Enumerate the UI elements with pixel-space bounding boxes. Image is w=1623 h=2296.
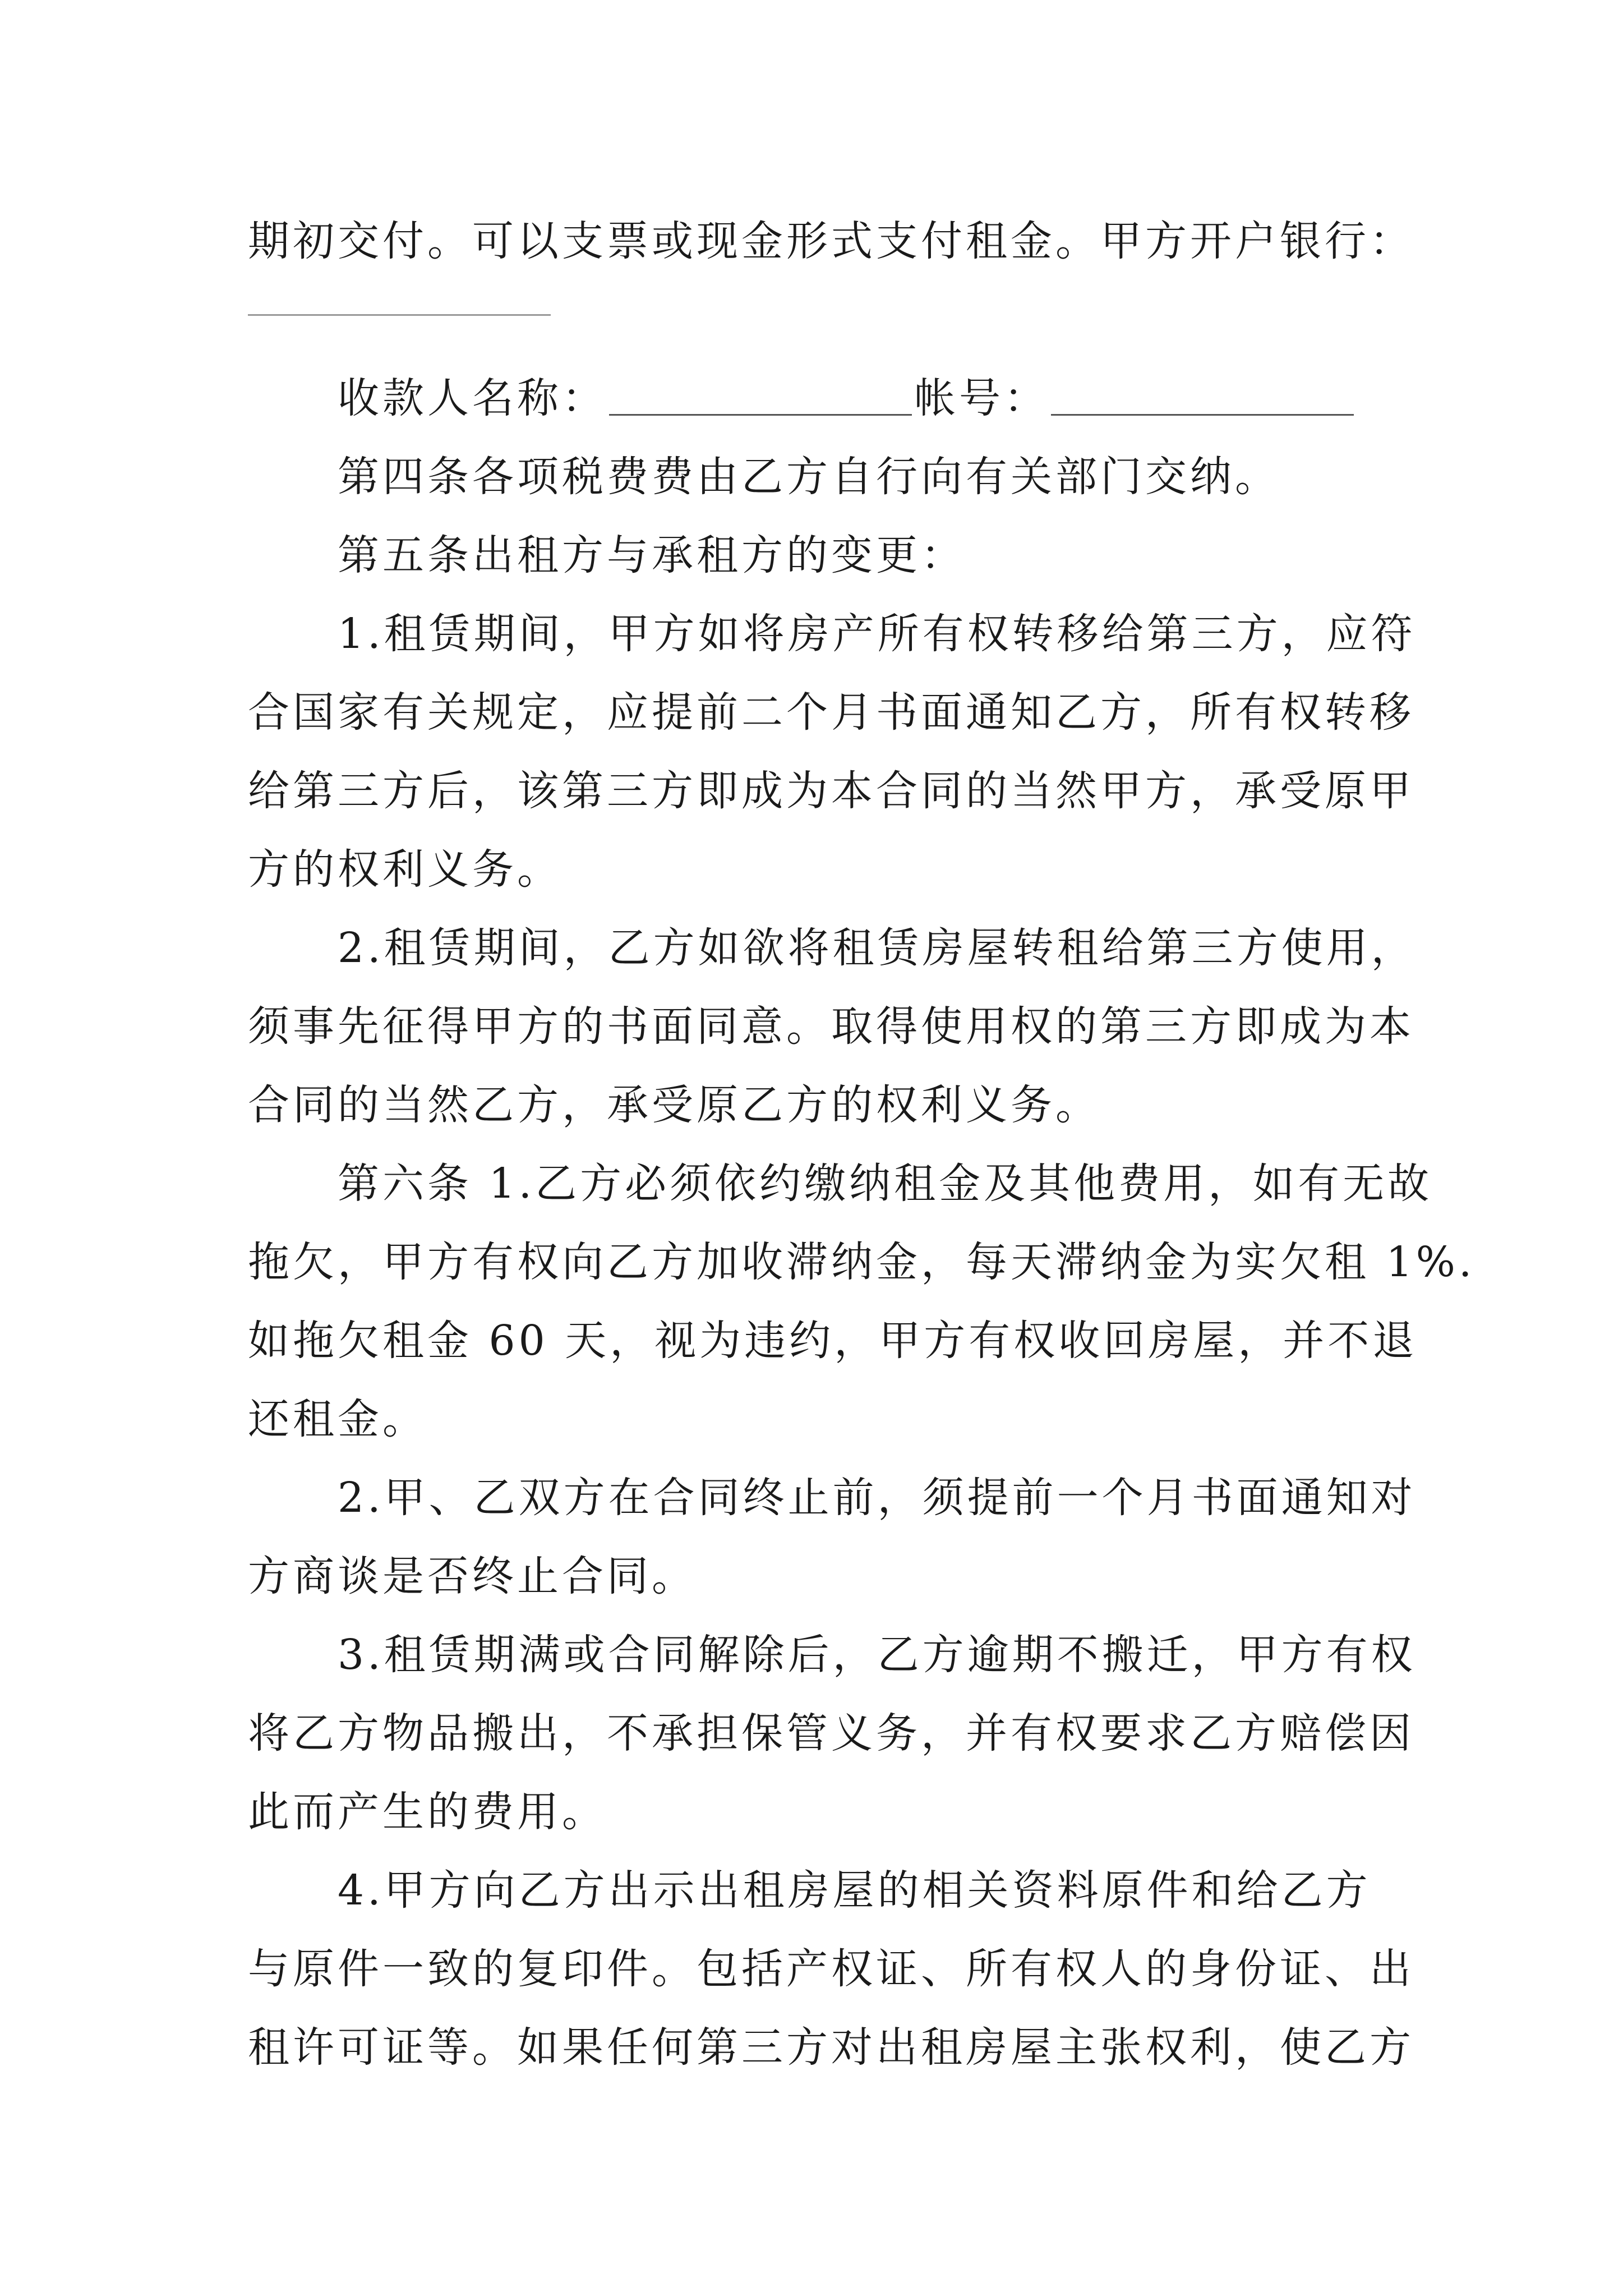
- paragraph-line: 还租金。: [248, 1395, 427, 1443]
- blank-underline: [248, 314, 551, 316]
- paragraph-line: 方商谈是否终止合同。: [248, 1552, 697, 1600]
- paragraph-line: 3.租赁期满或合同解除后，乙方逾期不搬迁，甲方有权: [338, 1631, 1416, 1679]
- paragraph-line: 第五条出租方与承租方的变更：: [338, 531, 966, 579]
- paragraph-line: 期初交付。可以支票或现金形式支付租金。甲方开户银行：: [248, 217, 1414, 265]
- payee-label: 收款人名称：: [338, 374, 607, 422]
- paragraph-line: 合同的当然乙方，承受原乙方的权利义务。: [248, 1081, 1100, 1129]
- paragraph-line: 此而产生的费用。: [248, 1788, 607, 1836]
- paragraph-line: 2.甲、乙双方在合同终止前，须提前一个月书面通知对: [338, 1474, 1416, 1522]
- paragraph-line: 方的权利义务。: [248, 845, 562, 894]
- paragraph-line: 拖欠，甲方有权向乙方加收滞纳金，每天滞纳金为实欠租 1%.: [248, 1238, 1476, 1286]
- paragraph-line: 2.租赁期间，乙方如欲将租赁房屋转租给第三方使用，: [338, 924, 1416, 972]
- paragraph-line: 第六条 1.乙方必须依约缴纳租金及其他费用，如有无故: [338, 1159, 1433, 1208]
- paragraph-line: 如拖欠租金 60 天，视为违约，甲方有权收回房屋，并不退: [248, 1317, 1418, 1365]
- paragraph-line: 将乙方物品搬出，不承担保管义务，并有权要求乙方赔偿因: [248, 1709, 1414, 1757]
- payee-blank: [609, 369, 912, 416]
- payee-account-line: [248, 359, 1386, 438]
- bank-blank-line: [248, 280, 1386, 359]
- paragraph-line: 租许可证等。如果任何第三方对出租房屋主张权利，使乙方: [248, 2023, 1414, 2072]
- paragraph-line: 合国家有关规定，应提前二个月书面通知乙方，所有权转移: [248, 688, 1414, 737]
- account-blank: [1051, 369, 1354, 416]
- paragraph-line: 4.甲方向乙方出示出租房屋的相关资料原件和给乙方: [338, 1866, 1371, 1915]
- paragraph-line: 第四条各项税费费由乙方自行向有关部门交纳。: [338, 453, 1280, 501]
- account-label: 帐号：: [914, 374, 1049, 422]
- paragraph-line: 给第三方后，该第三方即成为本合同的当然甲方，承受原甲: [248, 767, 1414, 815]
- document-body: [248, 202, 1476, 2087]
- paragraph-line: 1.租赁期间，甲方如将房产所有权转移给第三方，应符: [338, 610, 1416, 658]
- paragraph-line: 须事先征得甲方的书面同意。取得使用权的第三方即成为本: [248, 1002, 1414, 1051]
- paragraph-line: 与原件一致的复印件。包括产权证、所有权人的身份证、出: [248, 1945, 1414, 1993]
